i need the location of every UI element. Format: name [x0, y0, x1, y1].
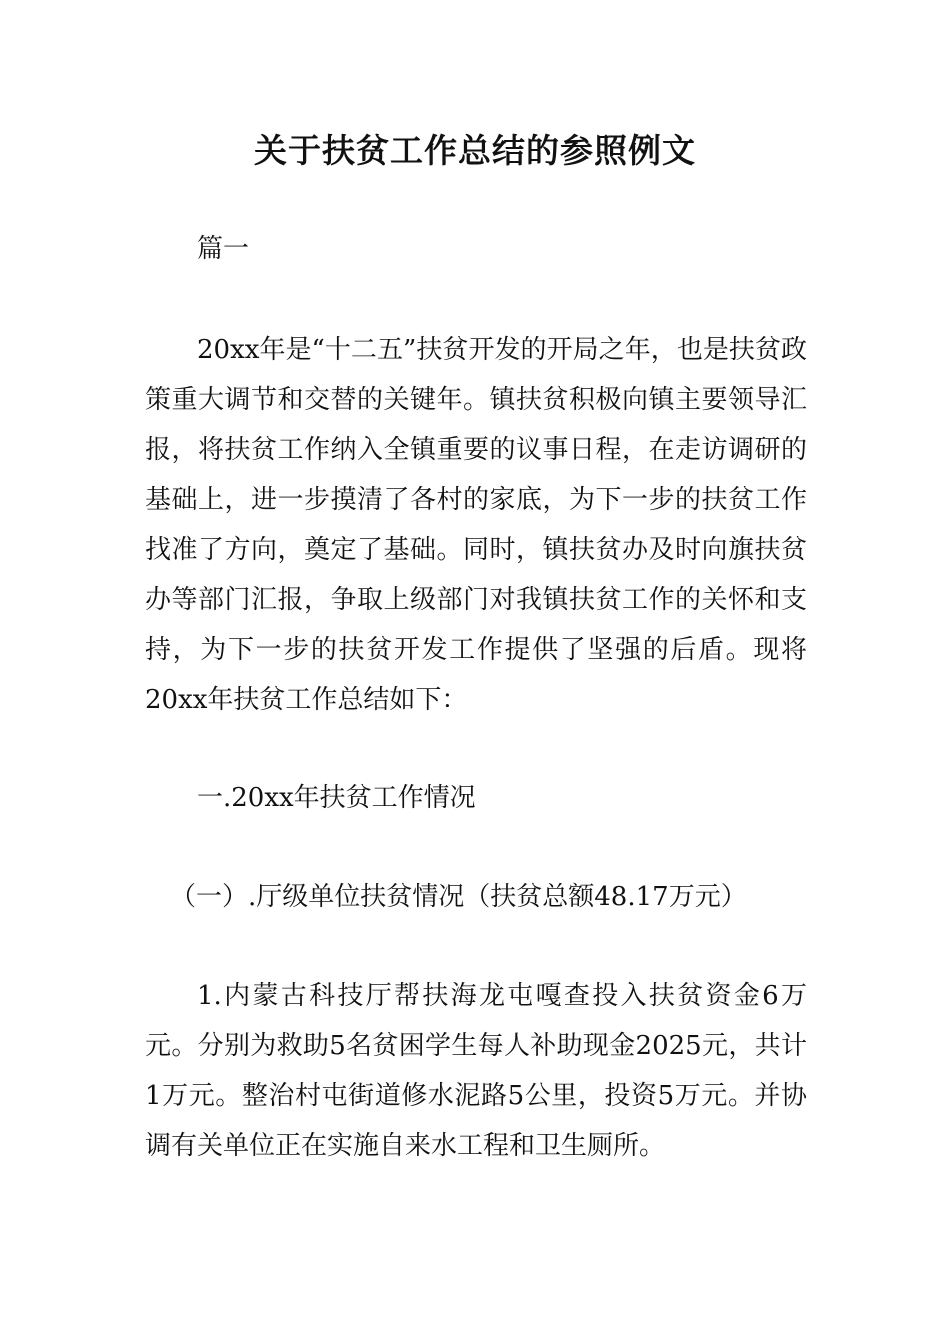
intro-paragraph: 20xx年是“十二五”扶贫开发的开局之年，也是扶贫政策重大调节和交替的关键年。镇扶贫积极向镇主要领导汇报，将扶贫工作纳入全镇重要的议事日程，在走访调研的基础上，进一步摸清了各村的家底，为下一步的扶贫工作找准了方向，奠定了基础。同时，镇扶贫办及时向旗扶贫办等部门汇报，争取上级部门对我镇扶贫工作的关怀和支持，为下一步的扶贫开发工作提供了坚强的后盾。现将20xx年扶贫工作总结如下： — [145, 335, 807, 715]
subsection-heading: （一）.厅级单位扶贫情况（扶贫总额48.17万元） — [170, 882, 747, 912]
part-label: 篇一 — [197, 234, 250, 264]
document-title: 关于扶贫工作总结的参照例文 — [254, 131, 696, 170]
section-heading: 一.20xx年扶贫工作情况 — [197, 783, 476, 813]
item-1-paragraph: 1.内蒙古科技厅帮扶海龙屯嘎查投入扶贫资金6万元。分别为救助5名贫困学生每人补助现金2025元，共计1万元。整治村屯街道修水泥路5公里，投资5万元。并协调有关单位正在实施自来水工程和卫生厕所。 — [145, 981, 807, 1161]
